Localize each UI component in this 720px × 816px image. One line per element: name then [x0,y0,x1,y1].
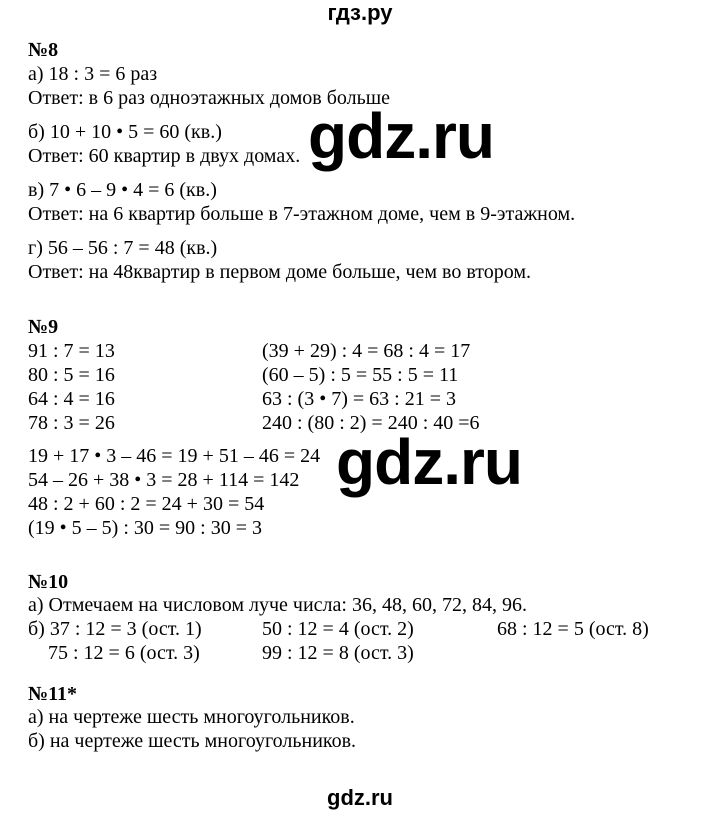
expression: 19 + 17 • 3 – 46 = 19 + 51 – 46 = 24 [28,445,321,467]
division: 68 : 12 = 5 (ост. 8) [497,618,649,640]
equation: 240 : (80 : 2) = 240 : 40 =6 [262,412,480,434]
division: 99 : 12 = 8 (ост. 3) [262,642,414,664]
answer-line: Ответ: 60 квартир в двух домах. [28,145,301,167]
equation: 78 : 3 = 26 [28,412,115,434]
equation: 63 : (3 • 7) = 63 : 21 = 3 [262,388,456,410]
solution-line: г) 56 – 56 : 7 = 48 (кв.) [28,237,218,259]
solution-line: б) 10 + 10 • 5 = 60 (кв.) [28,121,222,143]
answer-line: Ответ: в 6 раз одноэтажных домов больше [28,87,391,109]
expression: (19 • 5 – 5) : 30 = 90 : 30 = 3 [28,517,262,539]
expression: 54 – 26 + 38 • 3 = 28 + 114 = 142 [28,469,300,491]
answer-line: б) на чертеже шесть многоугольников. [28,730,357,752]
solution-line: а) 18 : 3 = 6 раз [28,63,158,85]
site-header: гдз.ру [327,0,393,25]
answer-line: Ответ: на 6 квартир больше в 7-этажном доме, чем в 9-этажном. [28,203,576,225]
task-title: №8 [28,39,59,61]
equation: 80 : 5 = 16 [28,364,115,386]
expression: 48 : 2 + 60 : 2 = 24 + 30 = 54 [28,493,265,515]
equation: 91 : 7 = 13 [28,340,115,362]
watermark: gdz.ru [336,426,522,498]
task-title: №10 [28,571,69,593]
solution-line: а) Отмечаем на числовом луче числа: 36, 48, 60, 72, 84, 96. [28,594,527,616]
equation: 64 : 4 = 16 [28,388,115,410]
equation: (60 – 5) : 5 = 55 : 5 = 11 [262,364,459,386]
division: 50 : 12 = 4 (ост. 2) [262,618,414,640]
answer-line: а) на чертеже шесть многоугольников. [28,706,355,728]
site-footer: gdz.ru [327,785,393,810]
equation: (39 + 29) : 4 = 68 : 4 = 17 [262,340,471,362]
task-title: №9 [28,316,59,338]
division: 75 : 12 = 6 (ост. 3) [48,642,200,664]
division: б) 37 : 12 = 3 (ост. 1) [28,618,202,640]
watermark: gdz.ru [308,100,494,172]
answer-line: Ответ: на 48квартир в первом доме больше, чем во втором. [28,261,532,283]
task-title: №11* [28,683,77,705]
solution-line: в) 7 • 6 – 9 • 4 = 6 (кв.) [28,179,217,201]
